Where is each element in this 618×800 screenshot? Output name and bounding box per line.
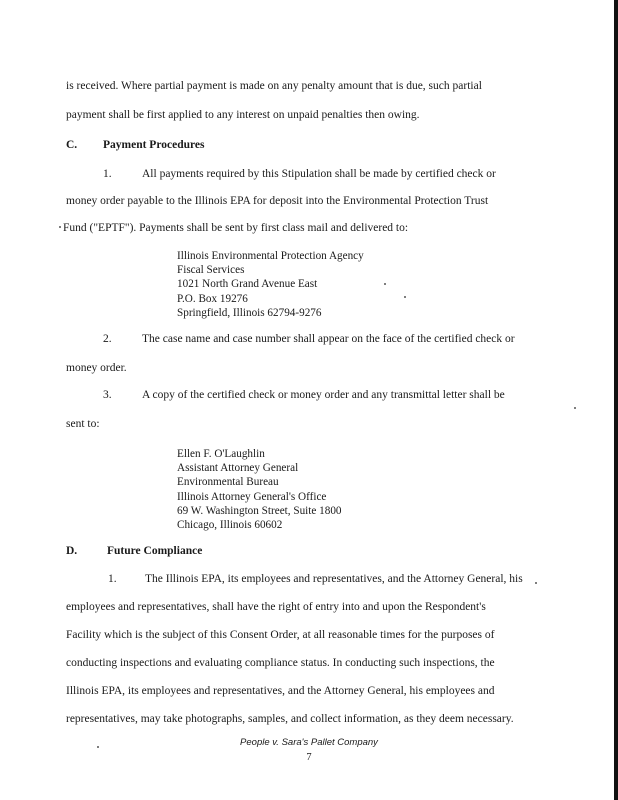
- paragraph-line: employees and representatives, shall have the right of entry into and upon the Respondent's: [66, 601, 486, 613]
- address-line: Assistant Attorney General: [177, 462, 299, 475]
- address-line: Illinois Environmental Protection Agency: [177, 250, 364, 262]
- paragraph-line: The case name and case number shall appear on the face of the certified check or: [142, 333, 515, 345]
- address-line: Ellen F. O'Laughlin: [177, 448, 265, 460]
- section-title-payment-procedures: Payment Procedures: [103, 139, 205, 151]
- footer-case-name: People v. Sara's Pallet Company: [240, 737, 378, 748]
- section-title-future-compliance: Future Compliance: [107, 545, 203, 557]
- paragraph-line: The Illinois EPA, its employees and representatives, and the Attorney General, his: [145, 573, 523, 585]
- scan-edge: [614, 0, 618, 800]
- paragraph-line: Facility which is the subject of this Consent Order, at all reasonable times for the purposes of: [66, 629, 495, 641]
- section-letter-c: C.: [66, 139, 78, 151]
- address-line: Illinois Attorney General's Office: [177, 490, 327, 503]
- address-block-epa: [177, 249, 364, 320]
- item-number: 2.: [103, 333, 112, 345]
- scan-speck: [535, 582, 537, 584]
- scan-speck: [574, 407, 576, 409]
- item-number: 1.: [108, 573, 117, 585]
- paragraph-line: All payments required by this Stipulation shall be made by certified check or: [142, 168, 496, 180]
- address-line: Springfield, Illinois 62794-9276: [177, 306, 322, 319]
- item-number: 3.: [103, 389, 112, 401]
- scan-speck: [404, 296, 406, 298]
- address-line: 69 W. Washington Street, Suite 1800: [177, 504, 342, 517]
- page-number: 7: [306, 752, 312, 763]
- paragraph-line: money order payable to the Illinois EPA for deposit into the Environmental Protection Trust: [66, 195, 489, 207]
- paragraph-line: A copy of the certified check or money order and any transmittal letter shall be: [142, 389, 505, 401]
- scan-speck: [59, 226, 61, 228]
- paragraph-line: is received. Where partial payment is made on any penalty amount that is due, such partial: [66, 80, 482, 92]
- paragraph-line: conducting inspections and evaluating compliance status. In conducting such inspections, the: [66, 657, 495, 669]
- paragraph-line: money order.: [66, 362, 127, 374]
- address-line: P.O. Box 19276: [177, 292, 248, 305]
- address-line: 1021 North Grand Avenue East: [177, 278, 318, 291]
- scan-speck: [97, 746, 99, 748]
- address-line: Fiscal Services: [177, 264, 245, 277]
- scan-speck: [384, 283, 386, 285]
- paragraph-line: Fund ("EPTF"). Payments shall be sent by first class mail and delivered to:: [63, 222, 409, 234]
- address-line: Chicago, Illinois 60602: [177, 519, 283, 532]
- section-letter-d: D.: [66, 545, 78, 557]
- paragraph-line: Illinois EPA, its employees and representatives, and the Attorney General, his employees and: [66, 685, 495, 697]
- paragraph-line: sent to:: [66, 418, 100, 430]
- address-line: Environmental Bureau: [177, 476, 279, 489]
- item-number: 1.: [103, 168, 112, 180]
- address-block-ag: [177, 447, 342, 532]
- paragraph-line: payment shall be first applied to any interest on unpaid penalties then owing.: [66, 109, 420, 121]
- paragraph-line: representatives, may take photographs, samples, and collect information, as they deem necessary.: [66, 713, 514, 725]
